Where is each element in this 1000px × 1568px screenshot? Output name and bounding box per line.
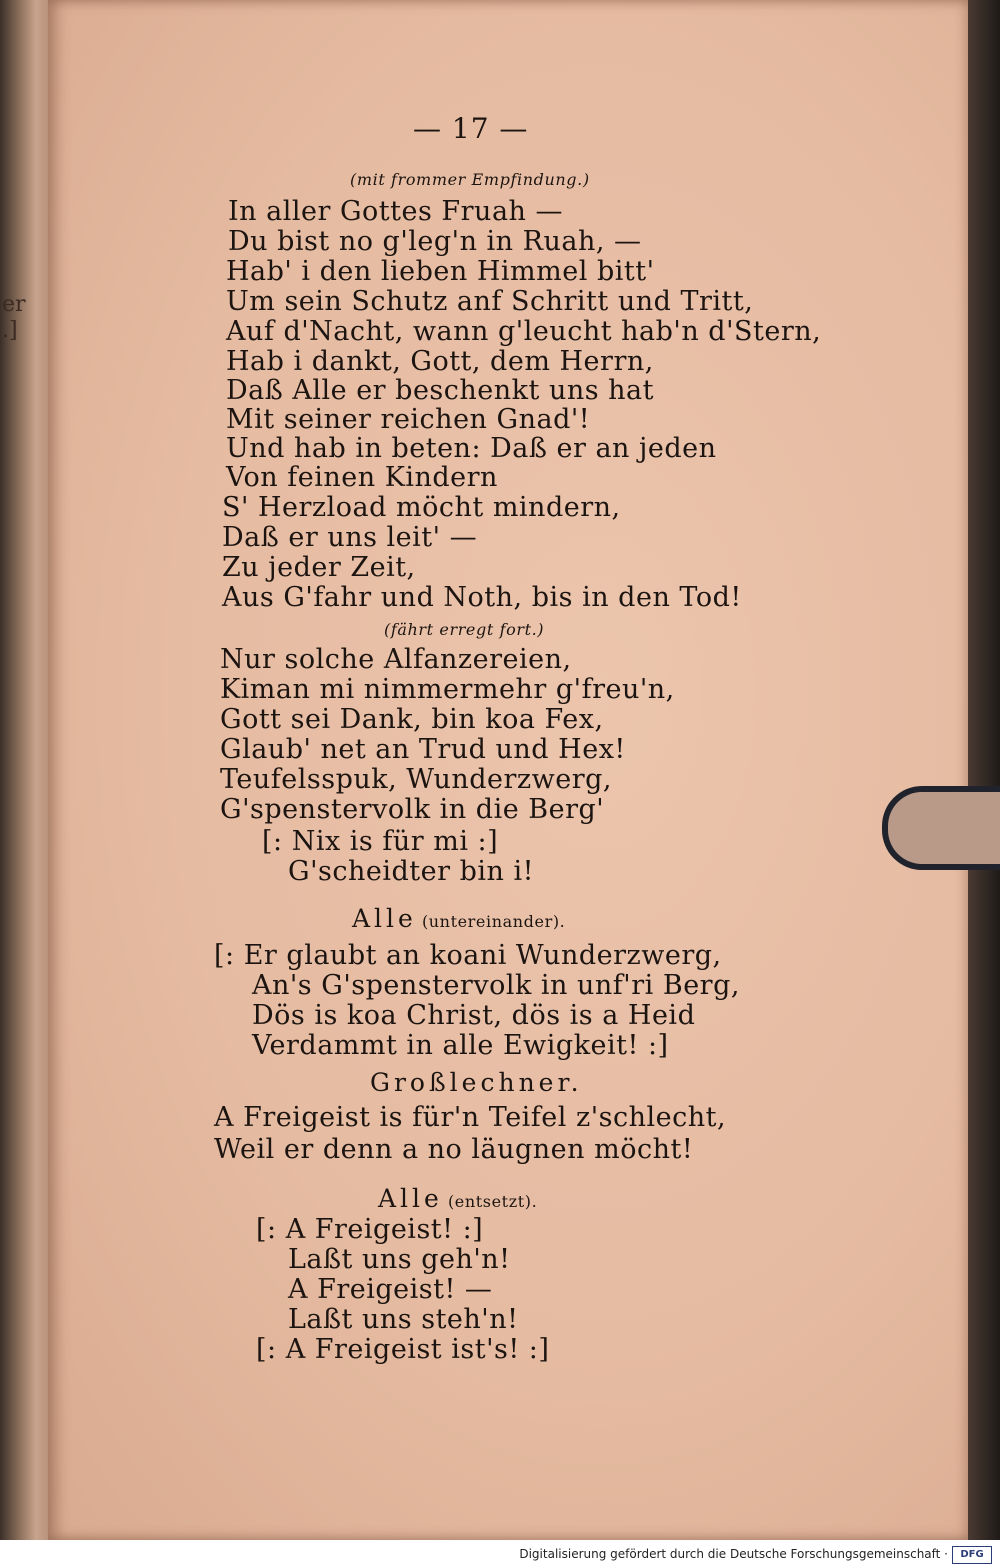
refrain-line: G'scheidter bin i!: [288, 856, 534, 887]
speaker-name: Großlechner.: [370, 1068, 583, 1097]
verse-line: Dös is koa Christ, dös is a Heid: [252, 1000, 696, 1031]
refrain-line: [: Nix is für mi :]: [262, 826, 499, 857]
verse-line: Um sein Schutz anf Schritt und Tritt,: [226, 286, 754, 317]
speaker-heading: [378, 1184, 537, 1213]
verse-line: Verdammt in alle Ewigkeit! :]: [252, 1030, 669, 1061]
book-edge: [968, 0, 1000, 1540]
verse-line: In aller Gottes Fruah —: [228, 196, 564, 227]
verse-line: Weil er denn a no läugnen möcht!: [214, 1134, 694, 1165]
verse-line: [: A Freigeist! :]: [256, 1214, 484, 1245]
verse-line: Teufelsspuk, Wunderzwerg,: [220, 764, 612, 795]
verse-line: Daß er uns leit' —: [222, 522, 478, 553]
speaker-direction: (entsetzt).: [447, 1192, 538, 1211]
verse-line: Nur solche Alfanzereien,: [220, 644, 572, 675]
verse-line: Du bist no g'leg'n in Ruah, —: [228, 226, 642, 257]
verse-line: Daß Alle er beschenkt uns hat: [226, 375, 655, 406]
verse-line: Laßt uns steh'n!: [288, 1304, 519, 1335]
footer-credit: Digitalisierung gefördert durch die Deutsche Forschungsgemeinschaft ·: [519, 1547, 948, 1561]
dfg-logo: DFG: [952, 1546, 992, 1564]
verse-line: Aus G'fahr und Noth, bis in den Tod!: [222, 582, 742, 613]
facing-page-fragment: .]: [2, 318, 18, 343]
verse-line: Gott sei Dank, bin koa Fex,: [220, 704, 604, 735]
verse-line: Hab' i den lieben Himmel bitt': [226, 256, 655, 287]
verse-line: G'spenstervolk in die Berg': [220, 794, 605, 825]
facing-page-fragment: er: [2, 292, 26, 317]
page-number: — 17 —: [413, 112, 529, 145]
speaker-heading: [352, 904, 565, 933]
verse-line: Laßt uns geh'n!: [288, 1244, 511, 1275]
speaker-direction: (untereinander).: [421, 912, 566, 931]
verse-line: [: Er glaubt an koani Wunderzwerg,: [214, 940, 722, 971]
facing-page-edge: [0, 0, 48, 1540]
verse-line: Glaub' net an Trud und Hex!: [220, 734, 626, 765]
speaker-name: Alle: [352, 904, 417, 933]
stage-direction: (fährt erregt fort.): [384, 620, 545, 639]
verse-line: Zu jeder Zeit,: [222, 552, 416, 583]
verse-line: A Freigeist is für'n Teifel z'schlecht,: [214, 1102, 727, 1133]
verse-line: Kiman mi nimmermehr g'freu'n,: [220, 674, 675, 705]
page-clip: [882, 786, 1000, 870]
verse-line: A Freigeist! —: [288, 1274, 493, 1305]
verse-line: Und hab in beten: Daß er an jeden: [226, 433, 717, 464]
verse-line: S' Herzload möcht mindern,: [222, 492, 621, 523]
stage-direction: (mit frommer Empfindung.): [350, 170, 590, 189]
digitization-footer: [0, 1540, 1000, 1568]
verse-line: [: A Freigeist ist's! :]: [256, 1334, 550, 1365]
verse-line: An's G'spenstervolk in unf'ri Berg,: [252, 970, 740, 1001]
verse-line: Hab i dankt, Gott, dem Herrn,: [226, 346, 654, 377]
verse-line: Von feinen Kindern: [226, 462, 498, 493]
verse-line: Mit seiner reichen Gnad'!: [226, 404, 591, 435]
speaker-name: Alle: [378, 1184, 443, 1213]
verse-line: Auf d'Nacht, wann g'leucht hab'n d'Stern,: [226, 316, 822, 347]
